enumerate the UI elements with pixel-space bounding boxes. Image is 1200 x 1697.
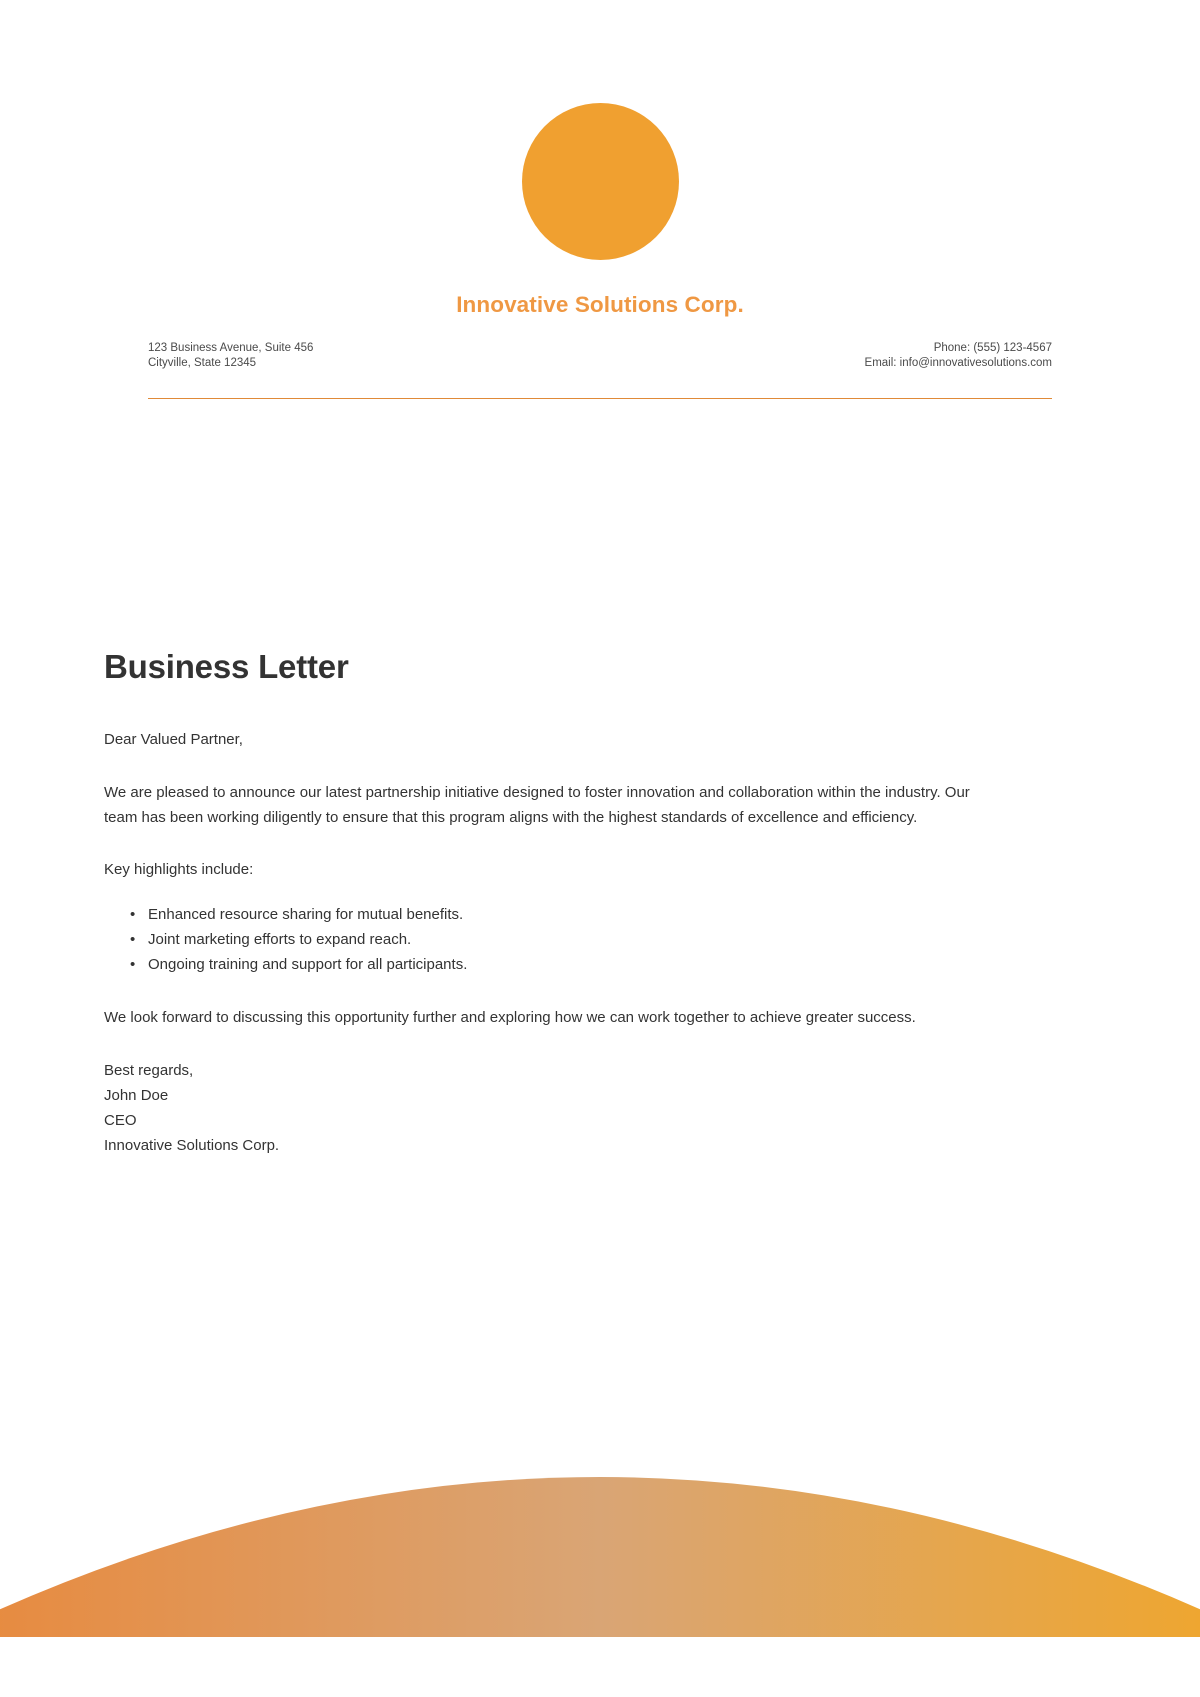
address-line-2: Cityville, State 12345 (148, 356, 257, 369)
address-line-1: 123 Business Avenue, Suite 456 (148, 342, 314, 354)
list-item: • Joint marketing efforts to expand reach. (148, 927, 1004, 952)
highlights-lead-in: Key highlights include: (104, 861, 254, 878)
list-item: • Enhanced resource sharing for mutual benefits. (148, 902, 1004, 927)
email-text: Email: info@innovativesolutions.com (864, 356, 1052, 369)
closing-company: Innovative Solutions Corp. (104, 1137, 280, 1154)
body-paragraph-1: We are pleased to announce our latest partnership initiative designed to foster innovation and collaboration within the industry. Our team has been working diligently to ensure that this program aligns with the highest standards of excellence and efficiency. (104, 784, 970, 826)
page-title: Business Letter (104, 648, 349, 685)
highlights-list (104, 902, 1004, 977)
contact-block (865, 341, 1052, 370)
letterhead (0, 0, 1200, 399)
list-item: • Ongoing training and support for all participants. (148, 952, 1004, 977)
phone-text: Phone: (555) 123-4567 (933, 342, 1052, 354)
logo-container (0, 0, 1200, 260)
circle-logo-icon (522, 103, 679, 260)
salutation: Dear Valued Partner, (104, 731, 243, 748)
closing-line-1: Best regards, (104, 1062, 194, 1079)
closing-signer-title: CEO (104, 1112, 137, 1129)
letter-body (104, 648, 1004, 1158)
body-paragraph-2: We look forward to discussing this opportunity further and exploring how we can work together to achieve greater success. (104, 1009, 916, 1026)
company-name: Innovative Solutions Corp. (456, 292, 744, 317)
closing-signer-name: John Doe (104, 1087, 169, 1104)
closing-block (104, 1058, 1004, 1158)
wave-shape (0, 1477, 1200, 1637)
contact-row (148, 341, 1052, 370)
footer-wave-decoration (0, 1337, 1200, 1697)
address-block (148, 341, 313, 370)
header-divider (148, 398, 1052, 399)
